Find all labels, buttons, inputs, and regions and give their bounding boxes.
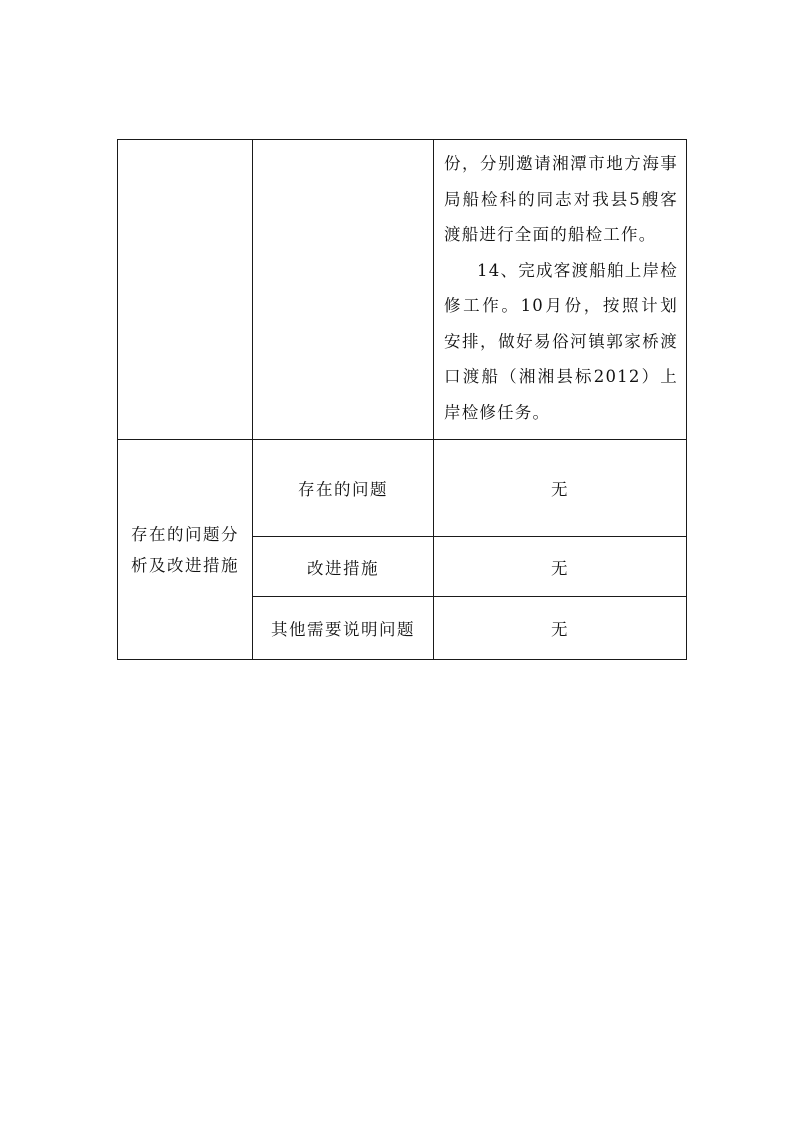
other-issues-label: 其他需要说明问题 — [253, 597, 434, 660]
report-table — [117, 139, 687, 660]
problems-row — [118, 440, 687, 537]
problems-label: 存在的问题 — [253, 440, 434, 537]
improvements-label: 改进措施 — [253, 537, 434, 597]
empty-subcategory-cell — [253, 140, 434, 440]
empty-category-cell — [118, 140, 253, 440]
problems-value: 无 — [434, 440, 687, 537]
item-14-paragraph: 14、完成客渡船舶上岸检修工作。10月份，按照计划安排，做好易俗河镇郭家桥渡口渡船（湘湘县标2012）上岸检修任务。 — [444, 260, 678, 422]
work-content-row — [118, 140, 687, 440]
section-label-line2: 析及改进措施 — [131, 555, 239, 575]
work-content-cell — [434, 140, 687, 440]
other-issues-value: 无 — [434, 597, 687, 660]
problems-section-label — [118, 440, 253, 660]
section-label-line1: 存在的问题分 — [131, 524, 239, 544]
continuation-paragraph: 份，分别邀请湘潭市地方海事局船检科的同志对我县5艘客渡船进行全面的船检工作。 — [444, 154, 678, 244]
improvements-value: 无 — [434, 537, 687, 597]
